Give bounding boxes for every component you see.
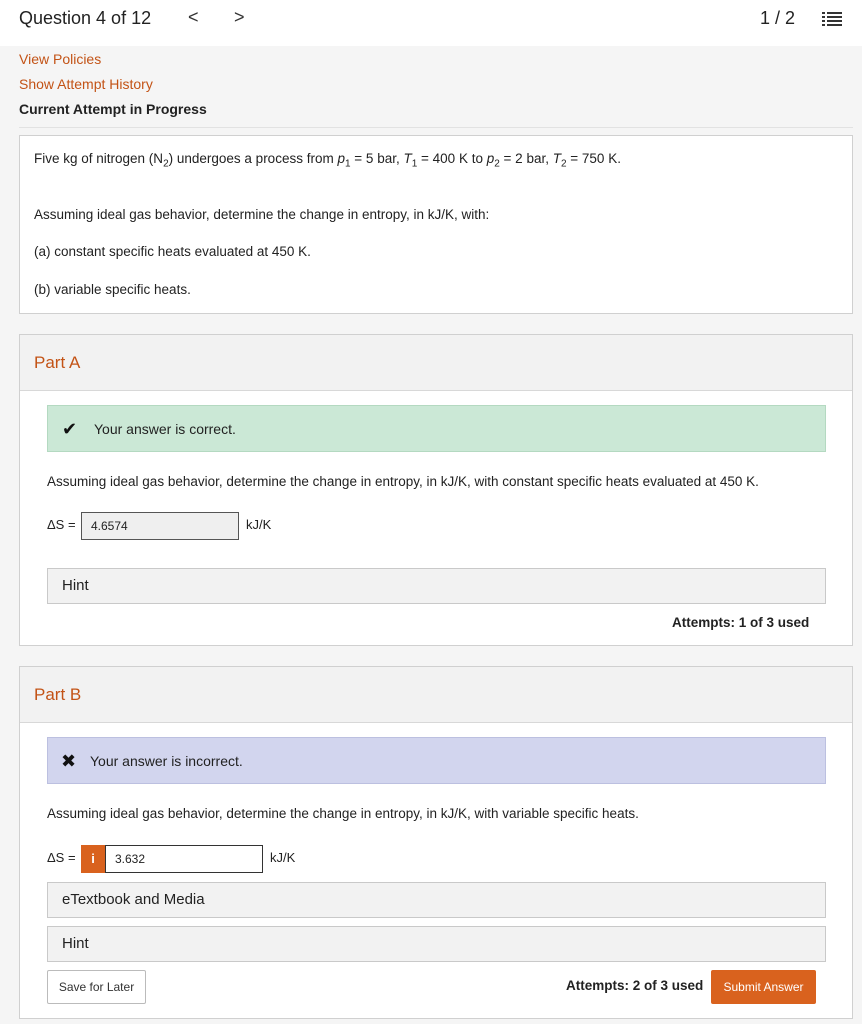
part-a-panel	[19, 334, 853, 646]
info-icon[interactable]: i	[81, 845, 105, 873]
show-attempt-history-link[interactable]: Show Attempt History	[19, 76, 153, 92]
part-b-panel	[19, 666, 853, 1019]
attempt-links	[19, 50, 207, 120]
divider	[19, 127, 853, 128]
checkmark-icon: ✔	[62, 419, 78, 439]
delta-s-label: ΔS =	[47, 517, 76, 532]
list-icon[interactable]	[822, 11, 842, 27]
next-question-button[interactable]: >	[234, 7, 245, 27]
view-policies-link[interactable]: View Policies	[19, 51, 102, 67]
problem-statement	[19, 135, 853, 314]
part-a-hint-button[interactable]: Hint	[47, 568, 826, 604]
feedback-text: Your answer is incorrect.	[90, 753, 243, 769]
save-for-later-button[interactable]: Save for Later	[47, 970, 146, 1004]
correct-feedback-banner	[47, 405, 826, 452]
part-b-attempts: Attempts: 2 of 3 used	[566, 978, 704, 993]
part-b-answer-input[interactable]: 3.632	[105, 845, 263, 873]
previous-question-button[interactable]: <	[188, 7, 199, 27]
incorrect-feedback-banner	[47, 737, 826, 784]
part-a-attempts: Attempts: 1 of 3 used	[672, 615, 810, 630]
delta-s-label: ΔS =	[47, 850, 76, 865]
submit-answer-button[interactable]: Submit Answer	[711, 970, 816, 1004]
part-b-unit: kJ/K	[270, 850, 296, 865]
feedback-text: Your answer is correct.	[94, 421, 236, 437]
part-b-title: Part B	[20, 667, 852, 723]
part-a-answer-input[interactable]: 4.6574	[81, 512, 239, 540]
etextbook-media-button[interactable]: eTextbook and Media	[47, 882, 826, 918]
part-b-hint-button[interactable]: Hint	[47, 926, 826, 962]
part-a-title: Part A	[20, 335, 852, 391]
top-bar	[0, 0, 862, 46]
part-a-unit: kJ/K	[246, 517, 272, 532]
problem-part-b-description: (b) variable specific heats.	[34, 282, 191, 297]
problem-intro: Five kg of nitrogen $(N_2)$ undergoes a process from $p_1 = 5$ bar, $T_1 = 400$ K to $p_2 = 2$ bar, $T_2 = 750$ K.	[34, 151, 621, 170]
question-counter: Question 4 of 12	[19, 8, 152, 28]
part-b-question: Assuming ideal gas behavior, determine the change in entropy, in kJ/K, with variable specific heats.	[47, 806, 639, 821]
problem-assumption: Assuming ideal gas behavior, determine the change in entropy, in kJ/K, with:	[34, 207, 490, 222]
page-count: 1 / 2	[760, 8, 796, 28]
current-attempt-label: Current Attempt in Progress	[19, 101, 207, 117]
part-a-question: Assuming ideal gas behavior, determine the change in entropy, in kJ/K, with constant specific heats evaluated at 450 K.	[47, 474, 759, 489]
problem-part-a-description: (a) constant specific heats evaluated at 450 K.	[34, 244, 311, 259]
cross-icon: ✖	[61, 751, 77, 771]
